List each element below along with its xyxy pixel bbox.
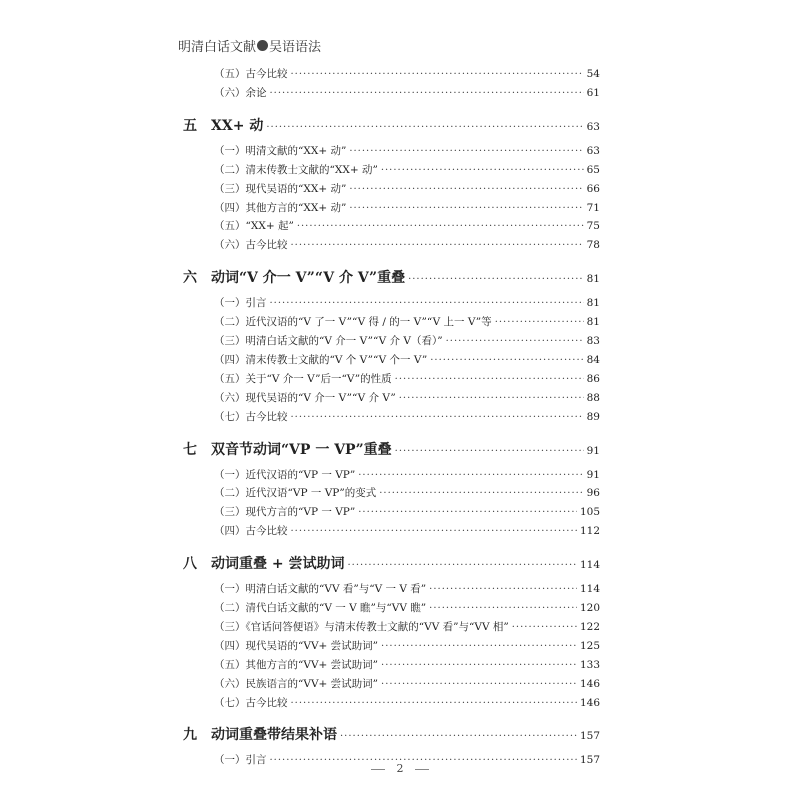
toc-entry-label: （三）现代吴语的“XX+ 动” <box>214 182 347 195</box>
toc-page-number: 114 <box>579 559 600 572</box>
footer-rule-right <box>415 769 429 770</box>
toc-page-number: 54 <box>586 68 600 80</box>
toc-entry-label: 七 双音节动词“VP 一 VP”重叠 <box>183 441 392 458</box>
toc-subsection-entry <box>214 333 600 348</box>
toc-page-number: 133 <box>579 658 600 671</box>
toc-dot-leader <box>446 336 584 347</box>
toc-page-number: 81 <box>586 273 600 286</box>
toc-dot-leader <box>270 298 584 309</box>
toc-dot-leader <box>395 446 584 457</box>
toc-dot-leader <box>349 146 583 157</box>
toc-section-entry <box>183 724 600 744</box>
toc-subsection-entry <box>214 314 600 329</box>
toc-dot-leader <box>429 603 577 614</box>
toc-dot-leader <box>379 488 583 499</box>
toc-page-number: 96 <box>586 487 600 500</box>
toc-entry-label: （六）民族语言的“VV+ 尝试助词” <box>214 677 379 690</box>
toc-page-number: 71 <box>586 201 600 214</box>
toc-subsection-entry <box>214 695 600 710</box>
toc-subsection-entry <box>214 676 600 691</box>
toc-entry-label: （一）明清白话文献的“VV 看”与“V 一 V 看” <box>214 583 427 596</box>
toc-entry-label: （五）“XX+ 起” <box>214 220 294 233</box>
toc-entry-label: （五）关于“V 介一 V”后一“V”的性质 <box>214 372 392 385</box>
toc-page-number: 83 <box>586 335 600 347</box>
toc-page-number: 157 <box>579 754 600 767</box>
toc-subsection-entry <box>214 523 600 538</box>
toc-page-number: 89 <box>586 410 600 423</box>
toc-dot-leader <box>381 641 577 652</box>
toc-page-number: 81 <box>586 316 600 329</box>
toc-page-number: 65 <box>586 163 600 176</box>
toc-entry-label: （六）余论 <box>214 86 267 99</box>
toc-dot-leader <box>291 526 577 537</box>
toc-page-number: 157 <box>579 730 600 743</box>
toc-page-number: 86 <box>586 372 600 385</box>
toc-dot-leader <box>291 698 577 709</box>
toc-subsection-entry <box>214 504 600 519</box>
page-footer <box>0 762 800 775</box>
toc-dot-leader <box>266 122 583 133</box>
toc-entry-label: （五）其他方言的“VV+ 尝试助词” <box>214 658 379 671</box>
toc-dot-leader <box>340 731 577 742</box>
toc-entry-label: （六）古今比较 <box>214 239 288 252</box>
toc-page-number: 88 <box>586 391 600 404</box>
toc-page-number: 122 <box>579 620 600 633</box>
toc-dot-leader <box>395 374 584 385</box>
toc-entry-label: （二）清代白话文献的“V 一 V 瞧”与“VV 瞧” <box>214 602 427 614</box>
toc-subsection-entry <box>214 657 600 672</box>
toc-subsection-entry <box>214 467 600 482</box>
toc-entry-label: （三）明清白话文献的“V 介一 V”“V 介 V（看）” <box>214 335 443 347</box>
toc-subsection-entry <box>214 485 600 500</box>
toc-subsection-entry <box>214 237 600 252</box>
toc-dot-leader <box>408 274 584 285</box>
toc-dot-leader <box>430 355 583 366</box>
toc-entry-label: （三）《官话问答便语》与清末传教士文献的“VV 看”与“VV 相” <box>214 620 509 633</box>
toc-section-entry <box>183 267 600 287</box>
toc-entry-label: （七）古今比较 <box>214 696 288 709</box>
toc-dot-leader <box>297 221 584 232</box>
toc-page-number: 61 <box>586 86 600 99</box>
toc-dot-leader <box>291 412 584 423</box>
toc-page-number: 105 <box>579 506 600 519</box>
toc-page-number: 146 <box>579 677 600 690</box>
toc-entry-label: （四）现代吴语的“VV+ 尝试助词” <box>214 639 379 652</box>
toc-entry-label: 九 动词重叠带结果补语 <box>183 727 337 744</box>
toc-subsection-entry <box>214 143 600 158</box>
toc-entry-label: （一）近代汉语的“VP 一 VP” <box>214 468 356 481</box>
toc-page-number: 84 <box>586 353 600 366</box>
toc-page-number: 91 <box>586 468 600 481</box>
toc-section-entry <box>183 553 600 573</box>
toc-page-number: 66 <box>586 182 600 195</box>
toc-page-number: 63 <box>586 144 600 157</box>
toc-entry-label: （四）古今比较 <box>214 525 288 538</box>
toc-page-number: 114 <box>579 583 600 596</box>
toc-dot-leader <box>429 584 577 595</box>
toc-subsection-entry <box>214 581 600 596</box>
toc-dot-leader <box>291 240 584 251</box>
toc-dot-leader <box>349 203 583 214</box>
toc-page-number: 125 <box>579 639 600 652</box>
toc-subsection-entry <box>214 352 600 367</box>
footer-page-number: 2 <box>396 762 404 775</box>
toc-subsection-entry <box>214 200 600 215</box>
toc-entry-label: （二）近代汉语的“V 了一 V”“V 得 / 的一 V”“V 上一 V”等 <box>214 316 492 329</box>
toc-entry-label: 六 动词“V 介一 V”“V 介 V”重叠 <box>183 270 406 287</box>
toc-page-number: 81 <box>586 297 600 310</box>
toc-entry-label: （五）古今比较 <box>214 68 288 80</box>
toc-subsection-entry <box>214 409 600 424</box>
toc-subsection-entry <box>214 371 600 386</box>
toc-subsection-entry <box>214 638 600 653</box>
toc-page-number: 112 <box>579 525 600 538</box>
toc-page-number: 120 <box>579 602 600 614</box>
toc-dot-leader <box>381 679 577 690</box>
toc-dot-leader <box>381 660 577 671</box>
toc-section-entry <box>183 439 600 459</box>
toc-entry-label: （三）现代方言的“VP 一 VP” <box>214 506 356 519</box>
toc-dot-leader <box>358 507 577 518</box>
toc-section-entry <box>183 115 600 135</box>
footer-rule-left <box>371 769 385 770</box>
toc-page-number: 146 <box>579 696 600 709</box>
toc-entry-label: （一）引言 <box>214 297 267 310</box>
toc-subsection-entry <box>214 600 600 615</box>
toc-subsection-entry <box>214 619 600 634</box>
toc-subsection-entry <box>214 162 600 177</box>
toc-dot-leader <box>349 184 583 195</box>
toc-page-number: 63 <box>586 120 600 133</box>
toc-subsection-entry <box>214 218 600 233</box>
header-title-right: 吴语语法 <box>269 40 322 55</box>
toc-entry-label: 五 XX+ 动 <box>183 117 264 134</box>
toc-entry-label: （一）明清文献的“XX+ 动” <box>214 144 347 157</box>
toc-subsection-entry <box>214 390 600 405</box>
toc-subsection-entry <box>214 66 600 81</box>
toc-page-number: 91 <box>586 444 600 457</box>
toc-entry-label: （六）现代吴语的“V 介一 V”“V 介 V” <box>214 391 396 404</box>
toc-dot-leader <box>270 88 584 99</box>
toc-dot-leader <box>347 560 576 571</box>
toc-dot-leader <box>495 317 584 328</box>
toc-entry-label: （一）引言 <box>214 754 267 767</box>
toc-dot-leader <box>399 393 584 404</box>
toc-entry-label: 八 动词重叠 + 尝试助词 <box>183 556 345 573</box>
toc-subsection-entry <box>214 295 600 310</box>
toc-entry-label: （二）近代汉语“VP 一 VP”的变式 <box>214 487 377 500</box>
toc-entry-label: （四）其他方言的“XX+ 动” <box>214 201 347 214</box>
toc-entry-label: （七）古今比较 <box>214 410 288 423</box>
toc-subsection-entry <box>214 181 600 196</box>
toc-entry-label: （二）清末传教士文献的“XX+ 动” <box>214 163 378 176</box>
toc-subsection-entry <box>214 85 600 100</box>
toc-dot-leader <box>381 165 584 176</box>
header-title-left: 明清白话文献 <box>178 40 257 55</box>
toc-page-number: 75 <box>586 220 600 233</box>
toc-dot-leader <box>512 622 577 633</box>
toc-dot-leader <box>358 470 583 481</box>
toc-dot-leader <box>291 69 584 80</box>
toc-entry-label: （四）清末传教士文献的“V 个 V”“V 个一 V” <box>214 353 428 366</box>
toc-page-number: 78 <box>586 239 600 252</box>
